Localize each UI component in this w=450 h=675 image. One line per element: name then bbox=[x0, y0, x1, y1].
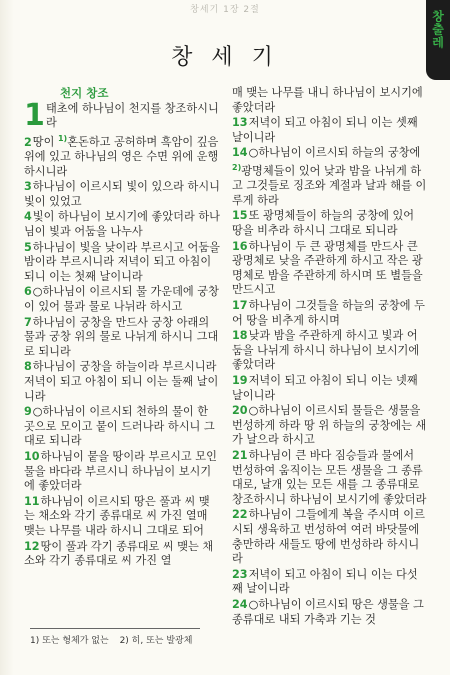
verse bbox=[24, 405, 220, 449]
verse-text: 하나님이 큰 바다 짐승들과 물에서 번성하여 움직이는 모든 생물을 그 종류대로, 날개 있는 모든 새를 그 종류대로 창조하시니 하나님이 보시기에 좋았더라 bbox=[232, 448, 427, 506]
verse bbox=[24, 450, 220, 494]
verse-number: 2 bbox=[24, 135, 32, 149]
verse bbox=[24, 540, 220, 569]
verse-number: 24 bbox=[232, 597, 248, 611]
verse-number: 23 bbox=[232, 567, 248, 581]
verse bbox=[232, 508, 428, 566]
verse bbox=[232, 329, 428, 373]
verse-text: 땅이 bbox=[32, 135, 58, 149]
verse-number: 14 bbox=[232, 146, 248, 160]
left-column bbox=[24, 86, 220, 570]
verse-text: 낮과 밤을 주관하게 하시고 빛과 어둠을 나뉘게 하시니 하나님이 보시기에 좋았더라 bbox=[232, 329, 420, 372]
verse-number: 17 bbox=[232, 299, 248, 313]
verse-number: 21 bbox=[232, 448, 248, 462]
verse-text: ○하나님이 이르시되 천하의 물이 한 곳으로 모이고 뭍이 드러나라 하시니 그대로 되니라 bbox=[24, 405, 215, 448]
verse-number: 16 bbox=[232, 239, 248, 253]
verse-text: ○하나님이 이르시되 땅은 생물을 그 종류대로 내되 가축과 기는 것 bbox=[232, 597, 424, 626]
verse bbox=[24, 210, 220, 239]
verse-number: 11 bbox=[24, 494, 40, 508]
verse-text: 하나님이 그것들을 하늘의 궁창에 두어 땅을 비추게 하시며 bbox=[232, 299, 425, 327]
thumb-index-label: 창출레 bbox=[430, 10, 445, 49]
verse bbox=[232, 404, 428, 448]
verse-text: 태초에 하나님이 천지를 창조하시니라 bbox=[46, 101, 219, 130]
verse-number: 6 bbox=[24, 285, 32, 299]
section-heading: 천지 창조 bbox=[60, 86, 109, 100]
left-verse-list bbox=[24, 97, 220, 569]
verse-text: 하나님이 빛을 낮이라 부르시고 어둠을 밤이라 부르시니라 저녁이 되고 아침이 되니 이는 첫째 날이니라 bbox=[24, 240, 220, 283]
verse-number: 7 bbox=[24, 315, 32, 329]
verse-text: 하나님이 이르시되 땅은 풀과 씨 맺는 채소와 각기 종류대로 씨 가진 열매 맺는 나무를 내라 하시니 그대로 되어 bbox=[24, 494, 210, 537]
footnote-divider bbox=[30, 628, 200, 629]
verse-text: ○하나님이 이르시되 물 가운데에 궁창이 있어 물과 물로 나뉘라 하시고 bbox=[24, 285, 219, 314]
verse-text: 혼돈하고 공허하며 흑암이 깊음 위에 있고 하나님의 영은 수면 위에 운행하시니라 bbox=[24, 135, 219, 178]
verse bbox=[24, 97, 220, 133]
verse-number: 13 bbox=[232, 116, 248, 130]
verse-text: 저녁이 되고 아침이 되니 이는 셋째 날이니라 bbox=[232, 116, 418, 144]
verse bbox=[232, 146, 428, 208]
verse-text: ○하나님이 이르시되 물들은 생물을 번성하게 하라 땅 위 하늘의 궁창에는 새가 날으라 하시고 bbox=[232, 404, 427, 447]
verse bbox=[232, 240, 428, 298]
verse-text: 하나님이 궁창을 하늘이라 부르시니라 저녁이 되고 아침이 되니 이는 둘째 날이니라 bbox=[24, 360, 219, 403]
verse bbox=[232, 374, 428, 403]
verse-number: 5 bbox=[24, 240, 32, 254]
running-head: 창세기 1장 2절 bbox=[190, 5, 260, 15]
verse bbox=[24, 360, 220, 404]
right-column bbox=[232, 86, 428, 628]
verse bbox=[24, 132, 220, 180]
verse-number: 15 bbox=[232, 209, 248, 223]
verse-text: 빛이 하나님이 보시기에 좋았더라 하나님이 빛과 어둠을 나누사 bbox=[24, 210, 220, 239]
verse-text: 저녁이 되고 아침이 되니 이는 다섯째 날이니라 bbox=[232, 567, 418, 596]
verse-number: 9 bbox=[24, 405, 32, 419]
verse bbox=[232, 86, 428, 115]
verse-text: 광명체들이 있어 낮과 밤을 나뉘게 하고 그것들로 징조와 계절과 날과 해를 이루게 하라 bbox=[232, 164, 427, 207]
verse-text: 하나님이 이르시되 빛이 있으라 하시니 빛이 있었고 bbox=[24, 180, 220, 208]
verse-number: 18 bbox=[232, 329, 248, 343]
verse-number: 20 bbox=[232, 404, 248, 418]
verse bbox=[24, 180, 220, 209]
verse bbox=[24, 495, 220, 539]
verse-text: 하나님이 그들에게 복을 주시며 이르시되 생육하고 번성하여 여러 바닷물에 충만하라 새들도 땅에 번성하라 하시니라 bbox=[232, 508, 425, 566]
verse bbox=[232, 209, 428, 238]
verse-number: 22 bbox=[232, 508, 248, 522]
verse-number: 10 bbox=[24, 449, 40, 463]
right-verse-list bbox=[232, 86, 428, 627]
verse-text: 하나님이 두 큰 광명체를 만드사 큰 광명체로 낮을 주관하게 하시고 작은 광명체로 밤을 주관하게 하시며 또 별들을 만드시고 bbox=[232, 239, 423, 297]
verse-number: 12 bbox=[24, 539, 40, 553]
footnote-item: 2) 히, 또는 발광체 bbox=[119, 636, 193, 646]
verse-text: ○하나님이 이르시되 하늘의 궁창에 bbox=[248, 146, 421, 160]
verse-text: 땅이 풀과 각기 종류대로 씨 맺는 채소와 각기 종류대로 씨 가진 열 bbox=[24, 539, 214, 568]
verse bbox=[232, 449, 428, 507]
footnote-marker[interactable]: 1) bbox=[57, 133, 68, 143]
verse-number: 4 bbox=[24, 210, 32, 224]
verse-text: 저녁이 되고 아침이 되니 이는 넷째 날이니라 bbox=[232, 374, 418, 402]
verse-text: 또 광명체들이 하늘의 궁창에 있어 땅을 비추라 하시니 그대로 되니라 bbox=[232, 209, 415, 238]
footnote-item: 1) 또는 형체가 없는 bbox=[30, 636, 109, 646]
verse bbox=[24, 241, 220, 285]
verse-number: 8 bbox=[24, 360, 32, 374]
verse-text: 하나님이 궁창을 만드사 궁창 아래의 물과 궁창 위의 물로 나뉘게 하시니 그대로 되니라 bbox=[24, 315, 219, 358]
verse bbox=[24, 285, 220, 314]
chapter-number: 1 bbox=[24, 97, 45, 133]
verse bbox=[232, 568, 428, 597]
verse bbox=[232, 299, 428, 328]
verse-text: 매 맺는 나무를 내니 하나님이 보시기에 좋았더라 bbox=[232, 86, 423, 114]
book-title: 창 세 기 bbox=[171, 45, 279, 70]
verse bbox=[24, 316, 220, 360]
verse-number: 19 bbox=[232, 374, 248, 388]
verse bbox=[232, 598, 428, 627]
verse-number: 3 bbox=[24, 180, 32, 194]
verse bbox=[232, 116, 428, 145]
footnotes bbox=[30, 633, 200, 646]
footnote-marker[interactable]: 2) bbox=[232, 162, 242, 172]
verse-text: 하나님이 뭍을 땅이라 부르시고 모인 물을 바다라 부르시니 하나님이 보시기에 좋았더라 bbox=[24, 449, 217, 493]
